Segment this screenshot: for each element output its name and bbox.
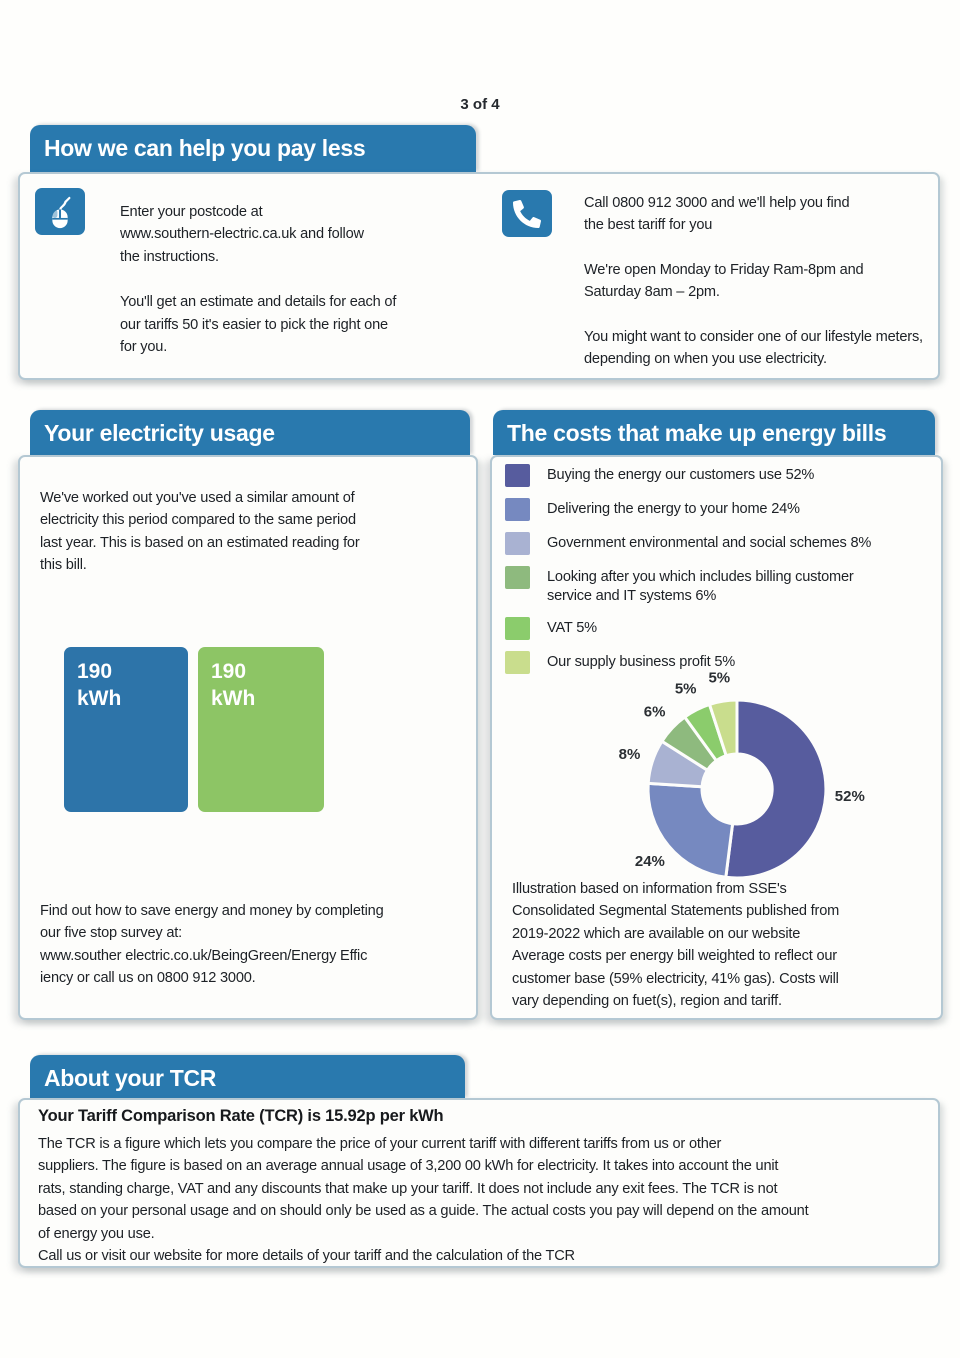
legend-item (505, 566, 935, 606)
legend-label: Buying the energy our customers use 52% (547, 467, 815, 483)
donut-slice-label: 6% (643, 703, 666, 721)
help-phone-text-3: You might want to consider one of our lifestyle meters, depending on when you use electricity. (584, 328, 923, 368)
help-phone-text-1: Call 0800 912 3000 and we'll help you find the best tariff for you (584, 195, 850, 234)
legend-item (505, 532, 935, 555)
usage-bar-value: 190 (211, 660, 247, 683)
legend-swatch (505, 498, 530, 521)
legend-swatch (505, 532, 530, 555)
donut-slice-label: 5% (674, 680, 697, 698)
usage-bar-last-year (198, 647, 324, 812)
tcr-headline: Your Tariff Comparison Rate (TCR) is 15.92p per kWh (38, 1107, 444, 1125)
legend-label: Delivering the energy to your home 24% (547, 501, 800, 517)
help-online-text-1: Enter your postcode at www.southern-electric.ca.uk and follow the instructions. (120, 204, 364, 265)
section-header-tcr: About your TCR (30, 1055, 465, 1098)
section-header-help: How we can help you pay less (30, 125, 476, 172)
usage-bar-this-period (64, 647, 188, 812)
costs-footnote-text: Illustration based on information from SSE's Consolidated Segmental Statements published from 2019-2022 which are available on our website Average costs per energy bill weighted to reflect our customer base (59% electricity, 41% gas). Costs will vary depending on fuet(s), region and tariff. (512, 881, 840, 1010)
costs-panel (490, 455, 943, 1020)
donut-slice (726, 700, 826, 878)
help-phone-text-2: We're open Monday to Friday Ram-8pm and Saturday 8am – 2pm. (584, 261, 864, 301)
legend-label: VAT 5% (547, 620, 597, 636)
legend-label: Looking after you which includes billing customer service and IT systems 6% (547, 569, 854, 604)
section-header-usage: Your electricity usage (30, 410, 470, 455)
usage-bar-value: 190 (77, 660, 113, 683)
usage-panel (18, 455, 478, 1020)
usage-footer-text: Find out how to save energy and money by completing our five stop survey at: www.souther electric.co.uk/BeingGreen/Energy Effic iency or call us on 0800 912 3000. (40, 903, 384, 987)
costs-donut-chart (492, 632, 944, 884)
mouse-icon (35, 188, 85, 235)
donut-slice-label: 5% (708, 669, 731, 687)
legend-label: Our supply business profit 5% (547, 654, 736, 670)
legend-swatch (505, 566, 530, 589)
tcr-body-text: The TCR is a figure which lets you compare the price of your current tariff with different tariffs from us or other suppliers. The figure is based on an average annual usage of 3,200 00 kWh for electricity. It takes into account the unit rats, standing charge, VAT and any discounts that make up your tariff. It does not include any exit fees. The TCR is not based on your personal usage and on should only be used as a guide. The actual costs you pay will depend on the amount of energy you use. (38, 1136, 809, 1242)
tcr-panel (18, 1098, 940, 1268)
usage-bar-unit: kWh (77, 687, 122, 710)
legend-label: Government environmental and social schemes 8% (547, 535, 872, 551)
page-number: 3 of 4 (460, 96, 500, 113)
legend-swatch (505, 464, 530, 487)
tcr-footer-text: Call us or visit our website for more details of your tariff and the calculation of the TCR (38, 1248, 575, 1265)
legend-item (505, 498, 935, 521)
phone-icon (502, 190, 552, 237)
help-panel (18, 172, 940, 380)
donut-slice-label: 52% (834, 788, 865, 806)
donut-slice-label: 24% (634, 853, 665, 870)
help-online-text-2: You'll get an estimate and details for each of our tariffs 50 it's easier to pick the right one for you. (120, 294, 397, 356)
section-header-costs: The costs that make up energy bills (493, 410, 935, 455)
legend-item (505, 464, 935, 487)
usage-intro-text: We've worked out you've used a similar amount of electricity this period compared to the same period last year. This is based on an estimated reading for this bill. (40, 490, 360, 574)
usage-bar-unit: kWh (211, 687, 256, 710)
donut-slice-label: 8% (618, 746, 641, 764)
